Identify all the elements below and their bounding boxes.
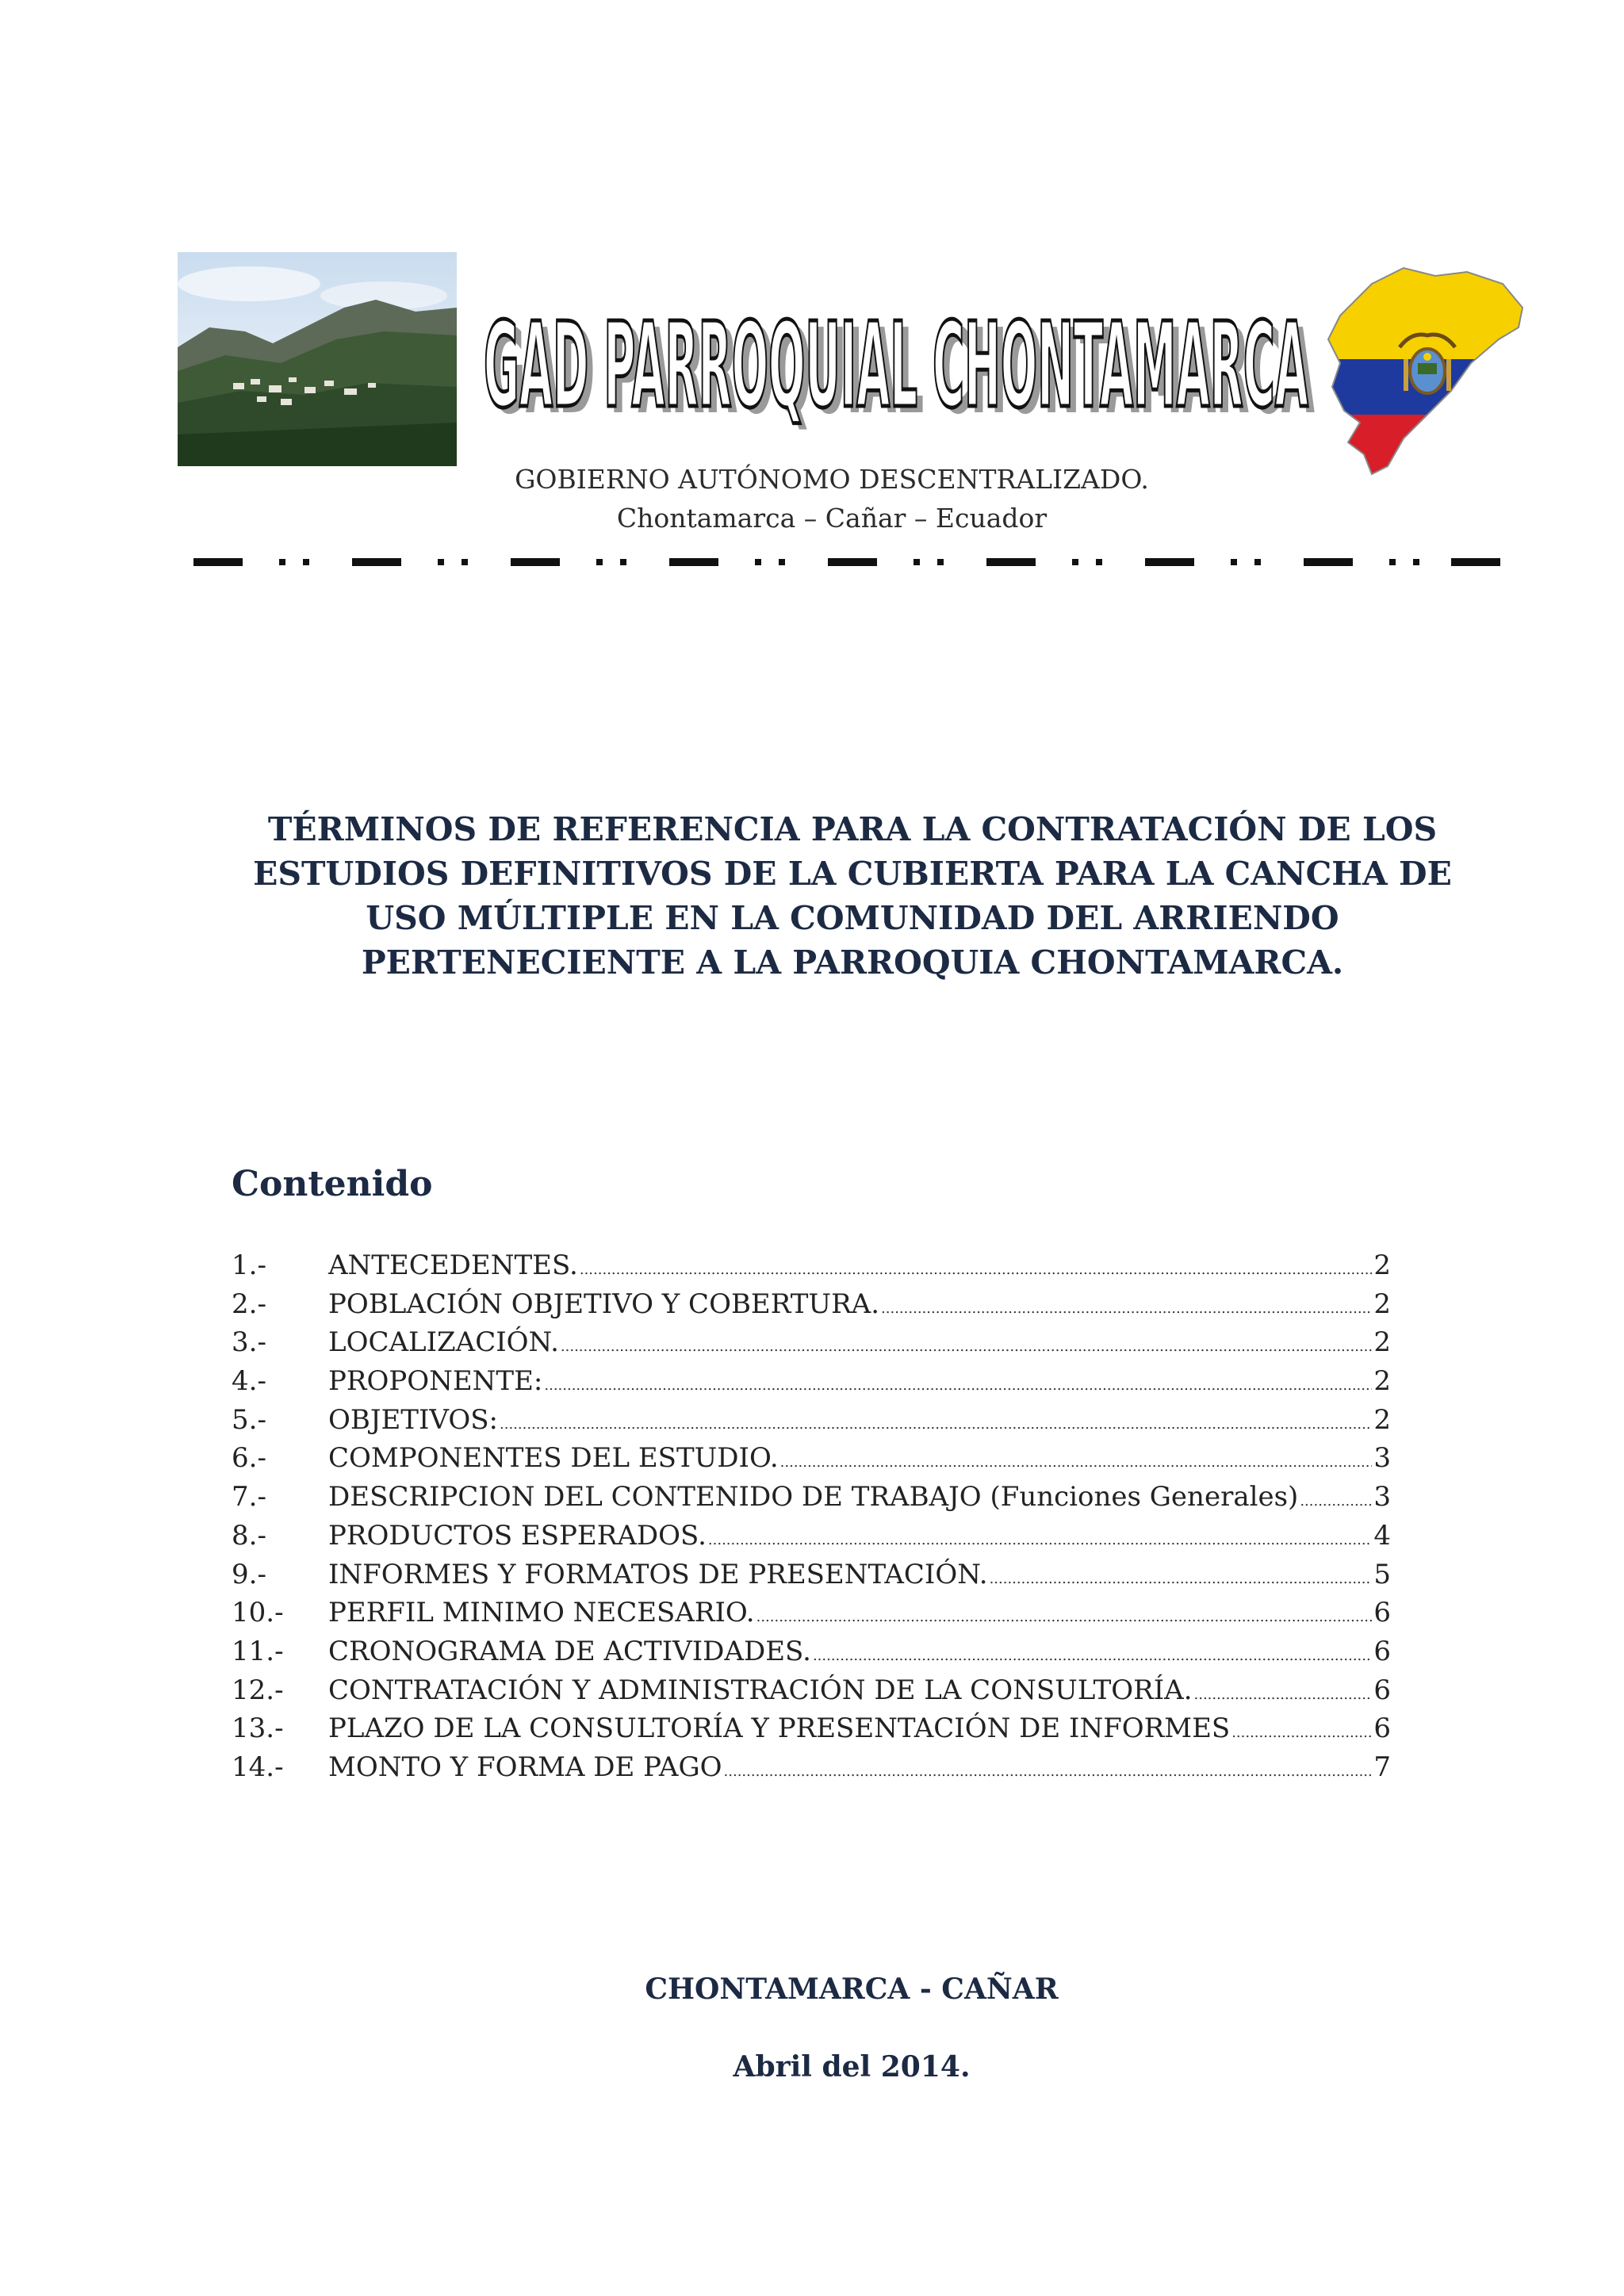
toc-heading: Contenido bbox=[232, 1164, 433, 1204]
toc-entry-number: 6.- bbox=[232, 1442, 266, 1475]
toc-entry-page: 7 bbox=[1373, 1751, 1391, 1783]
toc-entry-title: POBLACIÓN OBJETIVO Y COBERTURA. bbox=[328, 1288, 880, 1320]
toc-entry-title: OBJETIVOS: bbox=[328, 1403, 498, 1436]
footer-date: Abril del 2014. bbox=[733, 2050, 971, 2084]
toc-dot-leader bbox=[580, 1261, 1373, 1278]
toc-entry-title: PLAZO DE LA CONSULTORÍA Y PRESENTACIÓN DE INFORMES bbox=[328, 1712, 1231, 1745]
toc-entry-number: 13.- bbox=[232, 1712, 284, 1745]
landscape-photo bbox=[178, 252, 457, 466]
toc-dot-leader bbox=[544, 1377, 1372, 1394]
toc-entry-title: LOCALIZACIÓN. bbox=[328, 1326, 559, 1359]
toc-entry-page: 6 bbox=[1373, 1712, 1391, 1745]
toc-dot-leader bbox=[756, 1609, 1373, 1625]
toc-entry-page: 2 bbox=[1373, 1288, 1391, 1320]
table-of-contents bbox=[232, 1249, 1391, 1790]
toc-entry-page: 2 bbox=[1373, 1326, 1391, 1359]
toc-dot-leader bbox=[561, 1338, 1372, 1355]
banner-title-shadow: GAD PARROQUIAL CHONTAMARCA bbox=[490, 304, 1315, 440]
toc-dot-leader bbox=[813, 1647, 1372, 1664]
toc-dot-leader bbox=[500, 1416, 1372, 1433]
toc-entry-title: PERFIL MINIMO NECESARIO. bbox=[328, 1597, 755, 1629]
toc-entry-number: 14.- bbox=[232, 1751, 284, 1783]
toc-entry-number: 8.- bbox=[232, 1519, 266, 1552]
toc-entry-number: 7.- bbox=[232, 1481, 266, 1513]
toc-entry-title: CONTRATACIÓN Y ADMINISTRACIÓN DE LA CONSULTORÍA. bbox=[328, 1674, 1193, 1706]
toc-entry[interactable] bbox=[232, 1751, 1391, 1790]
toc-entry-page: 6 bbox=[1373, 1597, 1391, 1629]
banner-title-text: GAD PARROQUIAL CHONTAMARCA bbox=[484, 297, 1308, 434]
ecuador-flag-map-icon bbox=[1316, 252, 1530, 482]
toc-dot-leader bbox=[1194, 1686, 1373, 1703]
toc-entry[interactable] bbox=[232, 1481, 1391, 1520]
toc-entry-title: CRONOGRAMA DE ACTIVIDADES. bbox=[328, 1635, 811, 1667]
toc-entry-page: 3 bbox=[1373, 1481, 1391, 1513]
toc-entry[interactable] bbox=[232, 1249, 1391, 1288]
toc-dot-leader bbox=[881, 1300, 1372, 1317]
toc-entry-title: INFORMES Y FORMATOS DE PRESENTACIÓN. bbox=[328, 1558, 988, 1590]
toc-entry-title: MONTO Y FORMA DE PAGO bbox=[328, 1751, 722, 1783]
toc-entry-page: 2 bbox=[1373, 1403, 1391, 1436]
toc-entry-number: 9.- bbox=[232, 1558, 266, 1590]
toc-dot-leader bbox=[1231, 1724, 1372, 1741]
toc-entry-number: 2.- bbox=[232, 1288, 266, 1320]
toc-entry[interactable] bbox=[232, 1674, 1391, 1713]
toc-entry-title: ANTECEDENTES. bbox=[328, 1249, 578, 1281]
toc-entry[interactable] bbox=[232, 1520, 1391, 1559]
banner-title bbox=[476, 287, 1316, 446]
toc-entry[interactable] bbox=[232, 1365, 1391, 1404]
toc-entry[interactable] bbox=[232, 1597, 1391, 1636]
toc-entry-page: 6 bbox=[1373, 1674, 1391, 1706]
toc-entry-page: 4 bbox=[1373, 1519, 1391, 1552]
toc-entry-page: 5 bbox=[1373, 1558, 1391, 1590]
toc-entry-number: 1.- bbox=[232, 1249, 266, 1281]
toc-entry[interactable] bbox=[232, 1712, 1391, 1751]
toc-entry-title: PROPONENTE: bbox=[328, 1365, 543, 1398]
subtitle-line-1: GOBIERNO AUTÓNOMO DESCENTRALIZADO. bbox=[515, 464, 1149, 495]
footer-place: CHONTAMARCA - CAÑAR bbox=[645, 1973, 1059, 2006]
toc-dot-leader bbox=[780, 1454, 1373, 1471]
toc-entry-page: 3 bbox=[1373, 1442, 1391, 1475]
toc-entry-page: 6 bbox=[1373, 1635, 1391, 1667]
toc-entry[interactable] bbox=[232, 1442, 1391, 1481]
toc-entry-title: COMPONENTES DEL ESTUDIO. bbox=[328, 1442, 779, 1475]
toc-entry-title: PRODUCTOS ESPERADOS. bbox=[328, 1519, 707, 1552]
toc-entry-number: 10.- bbox=[232, 1597, 284, 1629]
toc-entry[interactable] bbox=[232, 1559, 1391, 1598]
toc-entry-title: DESCRIPCION DEL CONTENIDO DE TRABAJO (Funciones Generales) bbox=[328, 1481, 1299, 1513]
toc-dot-leader bbox=[990, 1571, 1373, 1587]
toc-dot-leader bbox=[724, 1763, 1373, 1780]
subtitle-line-2: Chontamarca – Cañar – Ecuador bbox=[616, 503, 1048, 534]
toc-entry-number: 3.- bbox=[232, 1326, 266, 1359]
toc-entry-page: 2 bbox=[1373, 1365, 1391, 1398]
header-divider bbox=[193, 557, 1500, 568]
toc-entry[interactable] bbox=[232, 1326, 1391, 1365]
toc-entry-number: 11.- bbox=[232, 1635, 284, 1667]
toc-entry[interactable] bbox=[232, 1288, 1391, 1327]
toc-entry-page: 2 bbox=[1373, 1249, 1391, 1281]
toc-entry-number: 5.- bbox=[232, 1403, 266, 1436]
toc-entry[interactable] bbox=[232, 1636, 1391, 1674]
toc-dot-leader bbox=[1300, 1493, 1372, 1510]
document-title: TÉRMINOS DE REFERENCIA PARA LA CONTRATACIÓN DE LOS ESTUDIOS DEFINITIVOS DE LA CUBIERTA PARA LA CANCHA DE USO MÚLTIPLE EN LA COMUNIDAD DEL ARRIENDO PERTENECIENTE A LA PARROQUIA CHONTAMARCA. bbox=[253, 810, 1452, 982]
toc-entry-number: 4.- bbox=[232, 1365, 266, 1398]
toc-entry[interactable] bbox=[232, 1404, 1391, 1443]
toc-dot-leader bbox=[708, 1532, 1372, 1548]
toc-entry-number: 12.- bbox=[232, 1674, 284, 1706]
